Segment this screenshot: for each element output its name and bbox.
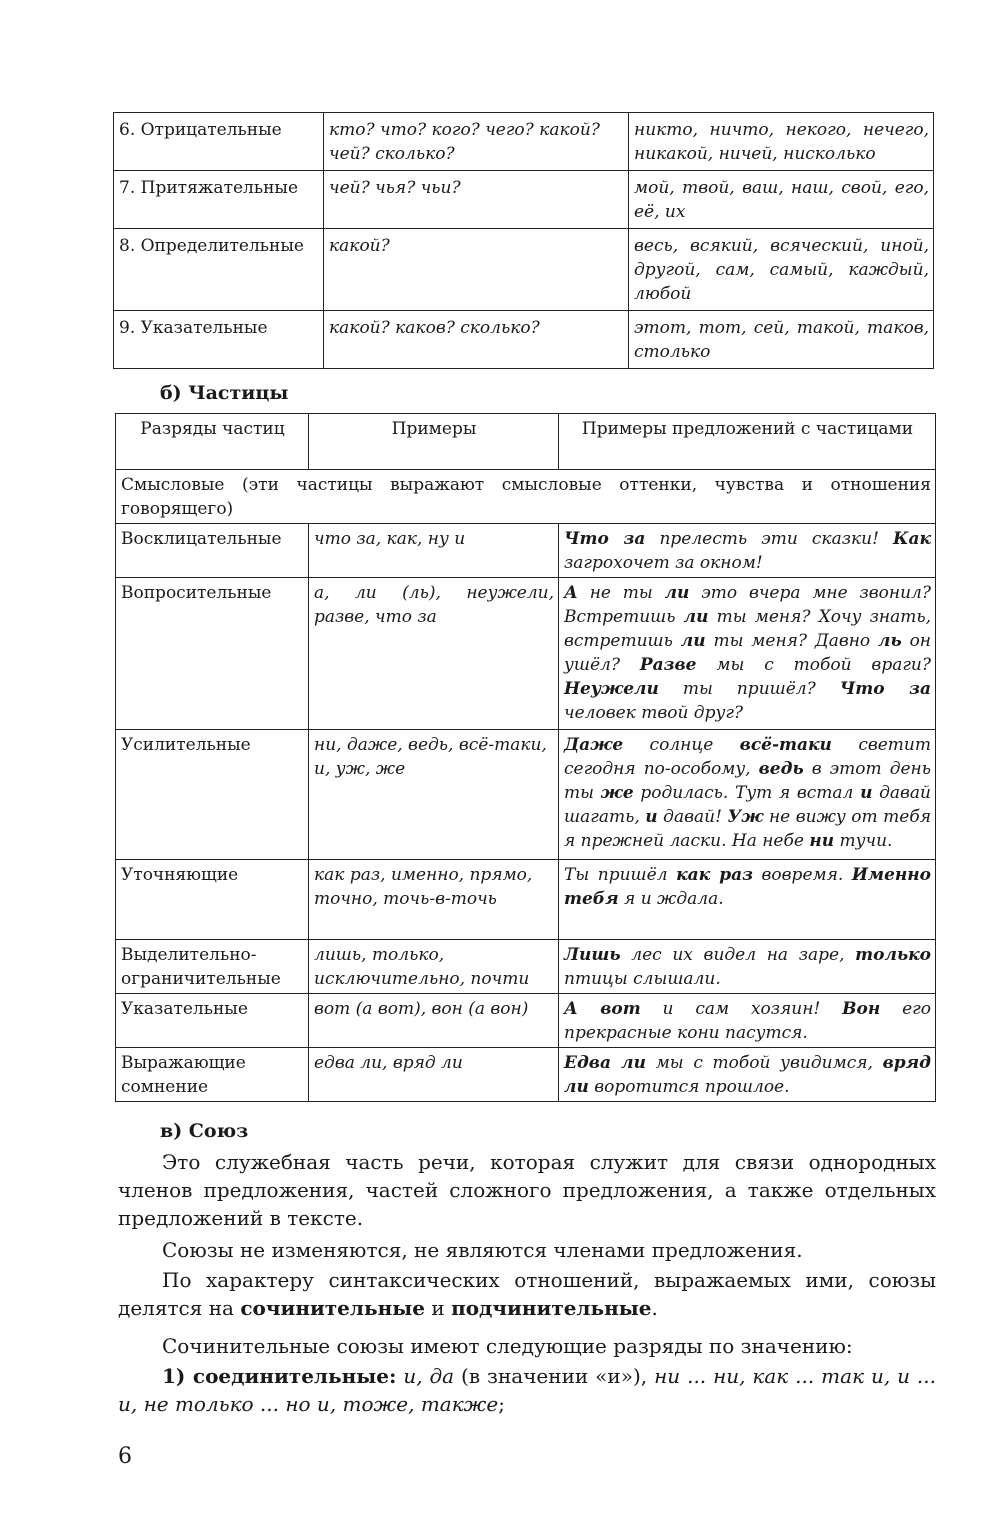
p3-and: и xyxy=(431,1296,445,1320)
particle-category: Восклицательные xyxy=(116,524,309,578)
particle-examples: едва ли, вряд ли xyxy=(309,1048,559,1102)
particle-highlight: Что за xyxy=(839,679,932,699)
particle-examples: вот (а вот), вон (а вон) xyxy=(309,994,559,1048)
particle-category: Выделительно-ограничительные xyxy=(116,940,309,994)
table-row xyxy=(114,171,934,229)
header-sentences: Примеры предложений с частицами xyxy=(559,414,936,470)
sentence-text: это вчера мне звонил? Встретишь xyxy=(564,583,931,627)
p5-italic-1: и, да xyxy=(403,1364,455,1388)
particle-highlight: всё-таки xyxy=(739,735,832,755)
table-row xyxy=(116,860,936,940)
sentence-text: его прекрасные кони пасутся. xyxy=(564,999,931,1043)
p5-mid: (в значении «и»), xyxy=(461,1364,648,1388)
sentence-text: солнце xyxy=(623,735,740,755)
sentence-text: прелесть эти сказки! xyxy=(645,529,894,549)
particle-sentences xyxy=(559,860,936,940)
table-row xyxy=(116,1048,936,1102)
pronoun-category: 9. Указательные xyxy=(114,311,324,369)
conjunction-paragraph-2: Союзы не изменяются, не являются членами предложения. xyxy=(162,1238,803,1262)
sentence-text: он ушёл? xyxy=(564,631,932,675)
pronoun-questions: кто? что? кого? чего? какой? чей? сколько? xyxy=(324,113,629,171)
particle-category: Усилительные xyxy=(116,730,309,860)
particle-highlight: Даже xyxy=(564,735,624,755)
particle-category: Уточняющие xyxy=(116,860,309,940)
sentence-text: мы с тобой враги? xyxy=(696,655,931,675)
sentence-text: тучи. xyxy=(834,831,893,851)
p3-coordinating: сочинительные xyxy=(240,1296,425,1320)
sentence-text: ты меня? Хочу знать, встретишь xyxy=(564,607,931,651)
conjunction-paragraph-3 xyxy=(118,1266,936,1322)
particle-highlight: ведь xyxy=(758,759,804,779)
particles-title: б) Частицы xyxy=(160,382,289,404)
particle-category: Выражающие сомнение xyxy=(116,1048,309,1102)
particle-highlight: Вон xyxy=(842,999,881,1019)
header-category: Разряды частиц xyxy=(116,414,309,470)
particle-highlight: как раз xyxy=(676,865,753,885)
particle-sentences xyxy=(559,524,936,578)
particle-highlight: Разве xyxy=(639,655,697,675)
particle-highlight: же xyxy=(600,783,634,803)
particle-highlight: Уж xyxy=(727,807,764,827)
p3-end: . xyxy=(651,1296,658,1320)
sentence-text: и сам хозяин! xyxy=(640,999,843,1019)
pronoun-questions: какой? каков? сколько? xyxy=(324,311,629,369)
particle-sentences xyxy=(559,994,936,1048)
particle-highlight: только xyxy=(855,945,931,965)
particle-sentences xyxy=(559,940,936,994)
pronoun-examples: весь, всякий, всяческий, иной, другой, сам, самый, каждый, любой xyxy=(629,229,934,311)
pronoun-examples: этот, тот, сей, такой, таков, столько xyxy=(629,311,934,369)
particle-highlight: и xyxy=(645,807,658,827)
p5-italic-2: ни ... ни, как ... так и, и ... и, не только ... но и, тоже, также xyxy=(118,1364,937,1416)
p5-label: 1) соединительные: xyxy=(162,1364,397,1388)
sentence-text: лес их видел на заре, xyxy=(620,945,856,965)
conjunction-title: в) Союз xyxy=(160,1120,249,1142)
sentence-text: давай! xyxy=(657,807,728,827)
pronoun-category: 8. Определительные xyxy=(114,229,324,311)
particle-examples: а, ли (ль), неужели, разве, что за xyxy=(309,578,559,730)
particle-highlight: Что за xyxy=(564,529,646,549)
particle-highlight: ли xyxy=(680,631,706,651)
group-row xyxy=(116,470,936,524)
sentence-text: мы с тобой увидимся, xyxy=(645,1053,883,1073)
pronoun-questions: какой? xyxy=(324,229,629,311)
particle-highlight: Как xyxy=(893,529,932,549)
p5-end: ; xyxy=(498,1392,505,1416)
particle-highlight: ли xyxy=(664,583,690,603)
particle-examples: что за, как, ну и xyxy=(309,524,559,578)
sentence-text: в этот день ты xyxy=(564,759,931,803)
particle-highlight: ли xyxy=(683,607,709,627)
particle-highlight: и xyxy=(860,783,873,803)
particle-highlight: вряд ли xyxy=(564,1053,931,1097)
table-row xyxy=(116,994,936,1048)
sentence-text: человек твой друг? xyxy=(564,703,744,723)
particle-highlight: А xyxy=(564,583,578,603)
table-row xyxy=(114,229,934,311)
particle-highlight: Именно тебя xyxy=(564,865,932,909)
particle-highlight: Едва ли xyxy=(564,1053,646,1073)
particle-highlight: ни xyxy=(809,831,835,851)
table-row xyxy=(114,311,934,369)
particle-sentences xyxy=(559,730,936,860)
table-row xyxy=(116,940,936,994)
sentence-text: родилась. Тут я встал xyxy=(633,783,861,803)
particle-examples: ни, даже, ведь, всё-таки, и, уж, же xyxy=(309,730,559,860)
pronoun-category: 6. Отрицательные xyxy=(114,113,324,171)
pronoun-questions: чей? чья? чьи? xyxy=(324,171,629,229)
page-number: 6 xyxy=(118,1444,132,1469)
conjunction-definition: Это служебная часть речи, которая служит для связи однородных членов предложения, частей сложного предложения, а также отдельных предложений в тексте. xyxy=(118,1150,936,1230)
sentence-text: я и ждала. xyxy=(618,889,724,909)
sentence-text: ты меня? Давно xyxy=(705,631,879,651)
sentence-text: птицы слышали. xyxy=(564,969,721,989)
particle-sentences xyxy=(559,578,936,730)
table-row xyxy=(116,730,936,860)
sentence-text: давай шагать, xyxy=(564,783,931,827)
sentence-text: воротится прошлое. xyxy=(588,1077,790,1097)
pronoun-category: 7. Притяжательные xyxy=(114,171,324,229)
particle-highlight: А вот xyxy=(564,999,641,1019)
sentence-text: ты пришёл? xyxy=(658,679,840,699)
particles-table xyxy=(115,413,936,1102)
p3-text: По характеру синтаксических отношений, выражаемых ими, союзы делятся на xyxy=(118,1268,936,1320)
table-row xyxy=(116,578,936,730)
conjunction-paragraph-5 xyxy=(118,1362,936,1418)
particle-highlight: Лишь xyxy=(564,945,621,965)
sentence-text: светит сегодня по-особому, xyxy=(564,735,931,779)
sentence-text: загрохочет за окном! xyxy=(564,553,763,573)
sentence-text: вовремя. xyxy=(752,865,852,885)
particle-examples: как раз, именно, прямо, точно, точь-в-точь xyxy=(309,860,559,940)
sentence-text: не вижу от тебя я прежней ласки. На небе xyxy=(564,807,931,851)
table-row xyxy=(116,524,936,578)
particle-highlight: ль xyxy=(878,631,902,651)
particle-sentences xyxy=(559,1048,936,1102)
pronoun-examples: мой, твой, ваш, наш, свой, его, её, их xyxy=(629,171,934,229)
particle-highlight: Неужели xyxy=(564,679,659,699)
sentence-text: не ты xyxy=(577,583,665,603)
group-row-text: Смысловые (эти частицы выражают смысловые оттенки, чувства и отношения говорящего) xyxy=(116,470,936,524)
particle-category: Вопросительные xyxy=(116,578,309,730)
pronouns-table xyxy=(113,112,934,369)
conjunction-paragraph-4: Сочинительные союзы имеют следующие разряды по значению: xyxy=(162,1334,853,1358)
pronoun-examples: никто, ничто, некого, нечего, никакой, ничей, нисколько xyxy=(629,113,934,171)
p3-subordinating: подчинительные xyxy=(451,1296,652,1320)
particle-examples: лишь, только, исключительно, почти xyxy=(309,940,559,994)
header-examples: Примеры xyxy=(309,414,559,470)
particle-category: Указательные xyxy=(116,994,309,1048)
table-row xyxy=(114,113,934,171)
table-header-row xyxy=(116,414,936,470)
sentence-text: Ты пришёл xyxy=(564,865,677,885)
